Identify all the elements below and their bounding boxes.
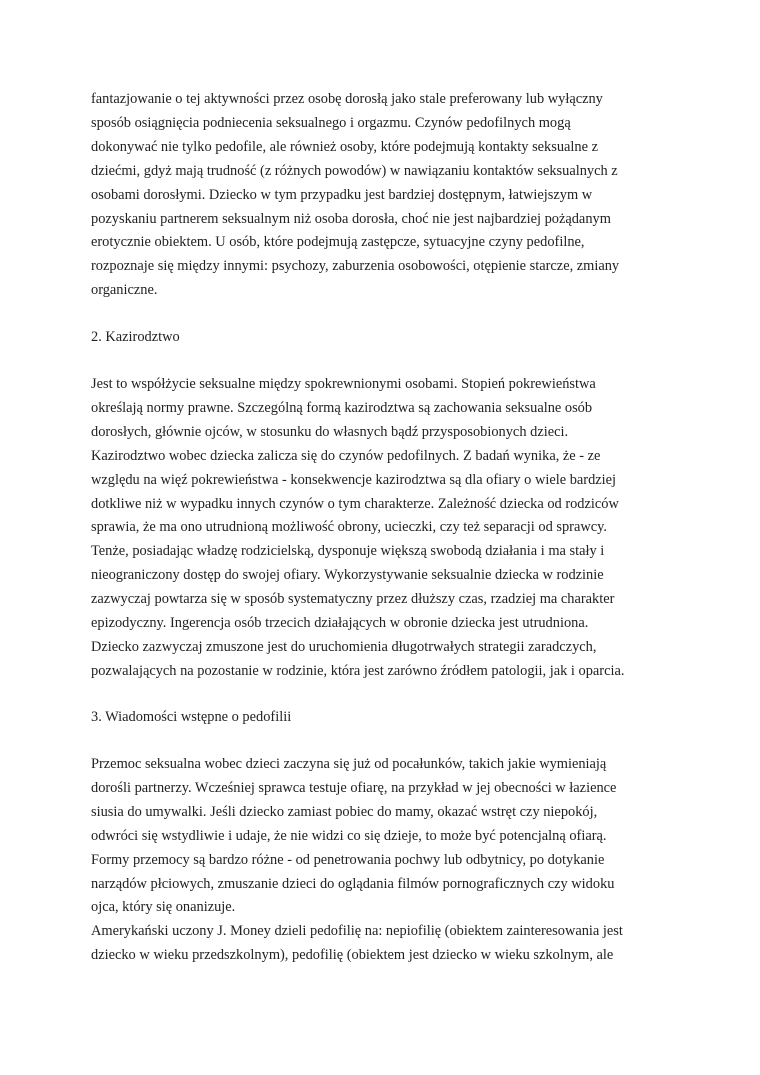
text-line: Tenże, posiadając władzę rodzicielską, dysponuje większą swobodą działania i ma stały i bbox=[91, 543, 605, 560]
section-heading-pedofilia: 3. Wiadomości wstępne o pedofilii bbox=[91, 709, 292, 725]
text-line: ojca, który się onanizuje. bbox=[91, 899, 236, 916]
text-line: określają normy prawne. Szczególną formą kazirodztwa są zachowania seksualne osób bbox=[91, 399, 593, 416]
text-line: pozwalających na pozostanie w rodzinie, która jest zarówno źródłem patologii, jak i oparcia. bbox=[91, 662, 625, 679]
text-line: pozyskaniu partnerem seksualnym niż osoba dorosła, choć nie jest najbardziej pożądanym bbox=[91, 210, 611, 227]
text-line: dokonywać nie tylko pedofile, ale również osoby, które podejmują kontakty seksualne z bbox=[91, 138, 598, 155]
text-line: Dziecko zazwyczaj zmuszone jest do uruchomienia długotrwałych strategii zaradczych, bbox=[91, 638, 597, 655]
text-line: erotycznie obiektem. U osób, które podejmują zastępcze, sytuacyjne czyny pedofilne, bbox=[91, 234, 585, 251]
paragraph-pedophilic-acts bbox=[91, 88, 691, 303]
text-line: Amerykański uczony J. Money dzieli pedofilię na: nepiofilię (obiektem zainteresowania jest bbox=[91, 923, 623, 940]
text-line: fantazjowanie o tej aktywności przez osobę dorosłą jako stale preferowany lub wyłączny bbox=[91, 91, 603, 107]
text-line: dorosłych, głównie ojców, w stosunku do własnych bądź przysposobionych dzieci. bbox=[91, 423, 569, 440]
text-line: Kazirodztwo wobec dziecka zalicza się do czynów pedofilnych. Z badań wynika, że - ze bbox=[91, 447, 601, 464]
text-line: Formy przemocy są bardzo różne - od penetrowania pochwy lub odbytnicy, po dotykanie bbox=[91, 851, 605, 868]
text-line: rozpoznaje się między innymi: psychozy, zaburzenia osobowości, otępienie starcze, zmiany bbox=[91, 258, 620, 275]
section-heading-kazirodztwo: 2. Kazirodztwo bbox=[91, 329, 180, 345]
text-line: epizodyczny. Ingerencja osób trzecich działających w obronie dziecka jest utrudniona. bbox=[91, 615, 589, 632]
text-line: dziecko w wieku przedszkolnym), pedofilię (obiektem jest dziecko w wieku szkolnym, ale bbox=[91, 947, 614, 964]
text-line: sprawia, że ma ono utrudnioną możliwość obrony, ucieczki, czy też separacji od sprawcy. bbox=[91, 519, 608, 536]
paragraph-incest bbox=[91, 373, 691, 684]
text-line: odwróci się wstydliwie i udaje, że nie widzi co się dzieje, to może być potencjalną ofiarą. bbox=[91, 827, 607, 844]
text-line: osobami dorosłymi. Dziecko w tym przypadku jest bardziej dostępnym, łatwiejszym w bbox=[91, 186, 593, 203]
text-line: Przemoc seksualna wobec dzieci zaczyna się już od pocałunków, takich jakie wymieniają bbox=[91, 756, 607, 772]
paragraph-sexual-violence bbox=[91, 753, 691, 968]
text-line: zazwyczaj powtarza się w sposób systematyczny przez dłuższy czas, rzadziej ma charakter bbox=[91, 591, 615, 608]
text-line: względu na więź pokrewieństwa - konsekwencje kazirodztwa są dla ofiary o wiele bardziej bbox=[91, 471, 617, 488]
text-line: narządów płciowych, zmuszanie dzieci do oglądania filmów pornograficznych czy widoku bbox=[91, 875, 615, 892]
text-line: siusia do umywalki. Jeśli dziecko zamiast pobiec do mamy, okazać wstręt czy niepokój, bbox=[91, 803, 598, 820]
text-line: sposób osiągnięcia podniecenia seksualnego i orgazmu. Czynów pedofilnych mogą bbox=[91, 114, 571, 131]
text-line: dorośli partnerzy. Wcześniej sprawca testuje ofiarę, na przykład w jej obecności w łazience bbox=[91, 779, 617, 796]
text-line: dziećmi, gdyż mają trudność (z różnych powodów) w nawiązaniu kontaktów seksualnych z bbox=[91, 162, 618, 179]
text-line: nieograniczony dostęp do swojej ofiary. Wykorzystywanie seksualnie dziecka w rodzinie bbox=[91, 567, 604, 584]
text-line: organiczne. bbox=[91, 282, 158, 299]
text-line: Jest to współżycie seksualne między spokrewnionymi osobami. Stopień pokrewieństwa bbox=[91, 376, 596, 392]
text-line: dotkliwe niż w wypadku innych czynów o tym charakterze. Zależność dziecka od rodziców bbox=[91, 495, 619, 512]
